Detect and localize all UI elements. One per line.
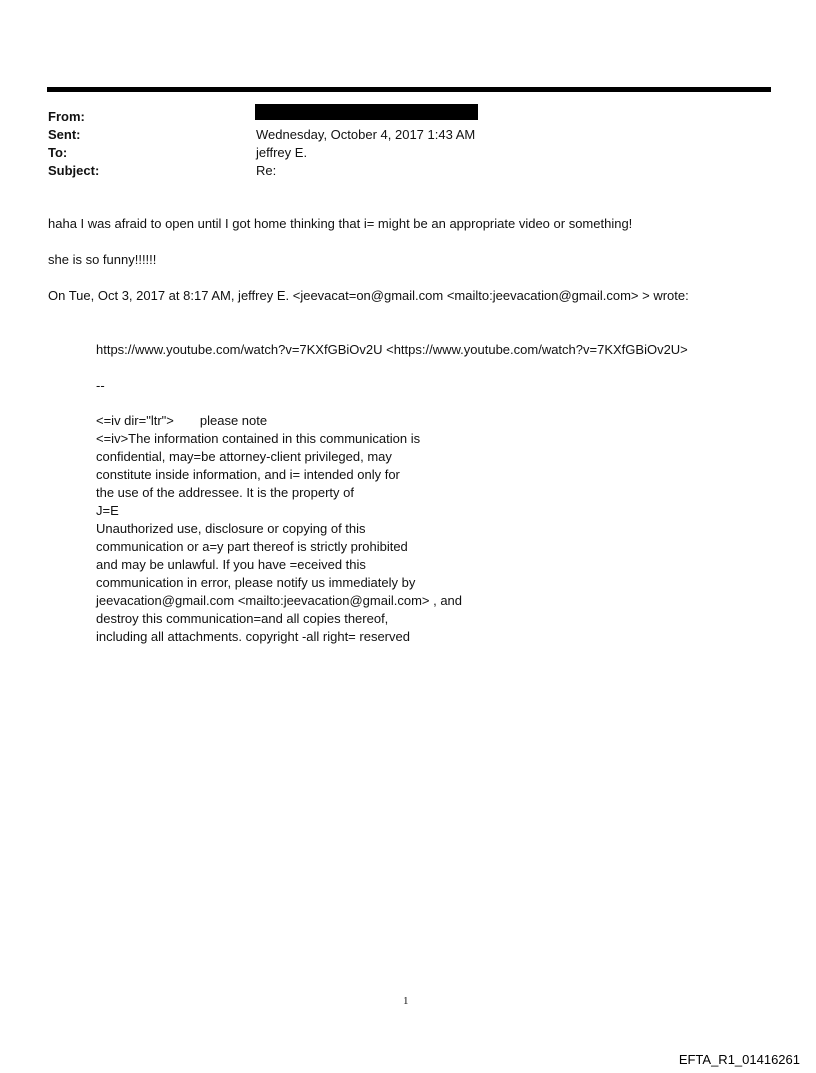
disclaimer-line: including all attachments. copyright -all right= reserved: [96, 629, 410, 644]
to-row: [48, 144, 748, 162]
disclaimer-line: <=iv>The information contained in this communication is: [96, 431, 421, 446]
disclaimer-line: confidential, may=be attorney-client privileged, may: [96, 449, 392, 464]
div-tag-line: [96, 412, 267, 430]
disclaimer-line: Unauthorized use, disclosure or copying of this: [96, 521, 366, 536]
from-row: [48, 108, 748, 126]
sent-value: Wednesday, October 4, 2017 1:43 AM: [256, 127, 476, 142]
disclaimer-line: communication or a=y part thereof is strictly prohibited: [96, 539, 408, 554]
disclaimer-line: J=E: [96, 503, 119, 518]
to-value: jeffrey E.: [256, 145, 308, 160]
from-label: From:: [48, 109, 85, 124]
document-id: EFTA_R1_01416261: [678, 1052, 800, 1067]
reply-attribution: On Tue, Oct 3, 2017 at 8:17 AM, jeffrey E. <jeevacat=on@gmail.com <mailto:jeevacation@gmail.com> > wrote:: [48, 288, 689, 303]
signature-separator: --: [96, 378, 105, 393]
please-note-text: please note: [199, 413, 268, 428]
message-line-1: haha I was afraid to open until I got home thinking that i= might be an appropriate video or something!: [48, 216, 633, 231]
page-number: 1: [403, 995, 409, 1007]
message-line-2: she is so funny!!!!!!: [48, 252, 157, 267]
disclaimer-email-line[interactable]: jeevacation@gmail.com <mailto:jeevacation@gmail.com> , and: [96, 593, 463, 608]
subject-label: Subject:: [48, 163, 100, 178]
sent-label: Sent:: [48, 127, 81, 142]
redacted-sender: [255, 104, 478, 120]
disclaimer-line: the use of the addressee. It is the property of: [96, 485, 354, 500]
disclaimer-line: destroy this communication=and all copies thereof,: [96, 611, 389, 626]
header-divider: [47, 87, 771, 92]
subject-value: Re:: [256, 163, 277, 178]
subject-row: [48, 162, 748, 180]
disclaimer-block: [96, 430, 462, 646]
disclaimer-line: constitute inside information, and i= intended only for: [96, 467, 400, 482]
youtube-link[interactable]: https://www.youtube.com/watch?v=7KXfGBiOv2U <https://www.youtube.com/watch?v=7KXfGBiOv2U>: [96, 342, 688, 357]
email-header: [48, 108, 748, 180]
to-label: To:: [48, 145, 68, 160]
disclaimer-line: communication in error, please notify us immediately by: [96, 575, 416, 590]
disclaimer-line: and may be unlawful. If you have =eceived this: [96, 557, 366, 572]
div-tag-text: <=iv dir="ltr">: [96, 413, 174, 428]
sent-row: [48, 126, 748, 144]
